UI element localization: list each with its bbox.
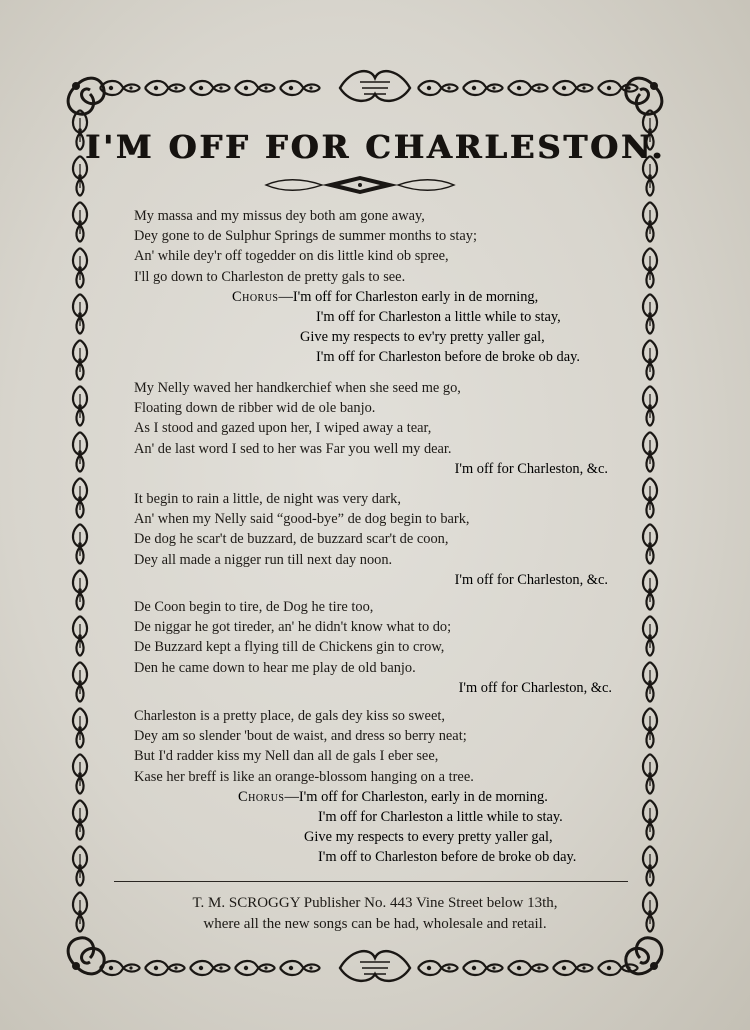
chorus-line: Chorus—I'm off for Charleston early in de morning, <box>232 288 539 305</box>
publisher-footer <box>100 893 650 935</box>
verse-line: I'll go down to Charleston de pretty gals to see. <box>134 268 406 285</box>
refrain: I'm off for Charleston, &c. <box>454 571 608 588</box>
verse-line: Kase her breff is like an orange-blossom hanging on a tree. <box>134 768 474 785</box>
chorus-line: I'm off to Charleston before de broke ob day. <box>318 849 577 866</box>
verse-line: Floating down de ribber wid de ole banjo. <box>134 400 376 417</box>
verse-line: Dey am so slender 'bout de waist, and dress so berry neat; <box>134 728 467 745</box>
verse-line: De niggar he got tireder, an' he didn't know what to do; <box>134 619 452 636</box>
verse-line: An' when my Nelly said “good-bye” de dog begin to bark, <box>134 511 470 528</box>
verse-4 <box>134 597 634 698</box>
verse-line: But I'd radder kiss my Nell dan all de gals I eber see, <box>134 748 439 765</box>
chorus-label: Chorus <box>238 788 285 805</box>
chorus-line: Give my respects to ev'ry pretty yaller gal, <box>300 329 545 346</box>
border-left <box>73 110 87 932</box>
chorus-line: I'm off for Charleston a little while to stay. <box>318 809 563 826</box>
verse-line: An' de last word I sed to her was Far you well my dear. <box>134 440 452 457</box>
verse-line: De Coon begin to tire, de Dog he tire too, <box>134 599 374 615</box>
chorus-label: Chorus <box>232 288 279 305</box>
publisher-line-2: where all the new songs can be had, wholesale and retail. <box>203 916 547 932</box>
border-right <box>643 110 657 932</box>
chorus-line: Chorus—I'm off for Charleston, early in de morning. <box>238 788 548 805</box>
verse-line: As I stood and gazed upon her, I wiped away a tear, <box>134 420 432 437</box>
border-top <box>100 71 638 101</box>
verse-line: It begin to rain a little, de night was very dark, <box>134 491 401 507</box>
refrain: I'm off for Charleston, &c. <box>458 679 612 696</box>
verse-line: An' while dey'r off togedder on dis little kind ob spree, <box>134 248 449 265</box>
chorus-line: I'm off for Charleston a little while to stay, <box>316 309 561 326</box>
chorus-line: I'm off for Charleston before de broke ob day. <box>316 349 580 366</box>
footer-divider <box>114 881 628 882</box>
title-flourish <box>262 174 458 196</box>
verse-line: My massa and my missus dey both am gone away, <box>134 208 425 224</box>
verse-5 <box>134 706 634 868</box>
verse-line: De Buzzard kept a flying till de Chickens gin to crow, <box>134 639 445 656</box>
verse-line: My Nelly waved her handkerchief when she seed me go, <box>134 380 461 396</box>
border-bottom <box>100 951 638 981</box>
verse-line: De dog he scar't de buzzard, de buzzard scar't de coon, <box>134 531 449 548</box>
verse-line: Den he came down to hear me play de old banjo. <box>134 659 416 676</box>
verse-3 <box>134 489 634 590</box>
song-title: I'M OFF FOR CHARLESTON. <box>84 128 666 166</box>
refrain: I'm off for Charleston, &c. <box>454 460 608 477</box>
verse-line: Dey gone to de Sulphur Springs de summer months to stay; <box>134 228 477 245</box>
publisher-line-1: T. M. SCROGGY Publisher No. 443 Vine Street below 13th, <box>192 895 558 911</box>
verse-line: Dey all made a nigger run till next day noon. <box>134 551 393 568</box>
verse-2 <box>134 378 634 479</box>
verse-line: Charleston is a pretty place, de gals dey kiss so sweet, <box>134 708 445 724</box>
verse-1 <box>134 206 634 368</box>
chorus-line: Give my respects to every pretty yaller gal, <box>304 829 553 846</box>
